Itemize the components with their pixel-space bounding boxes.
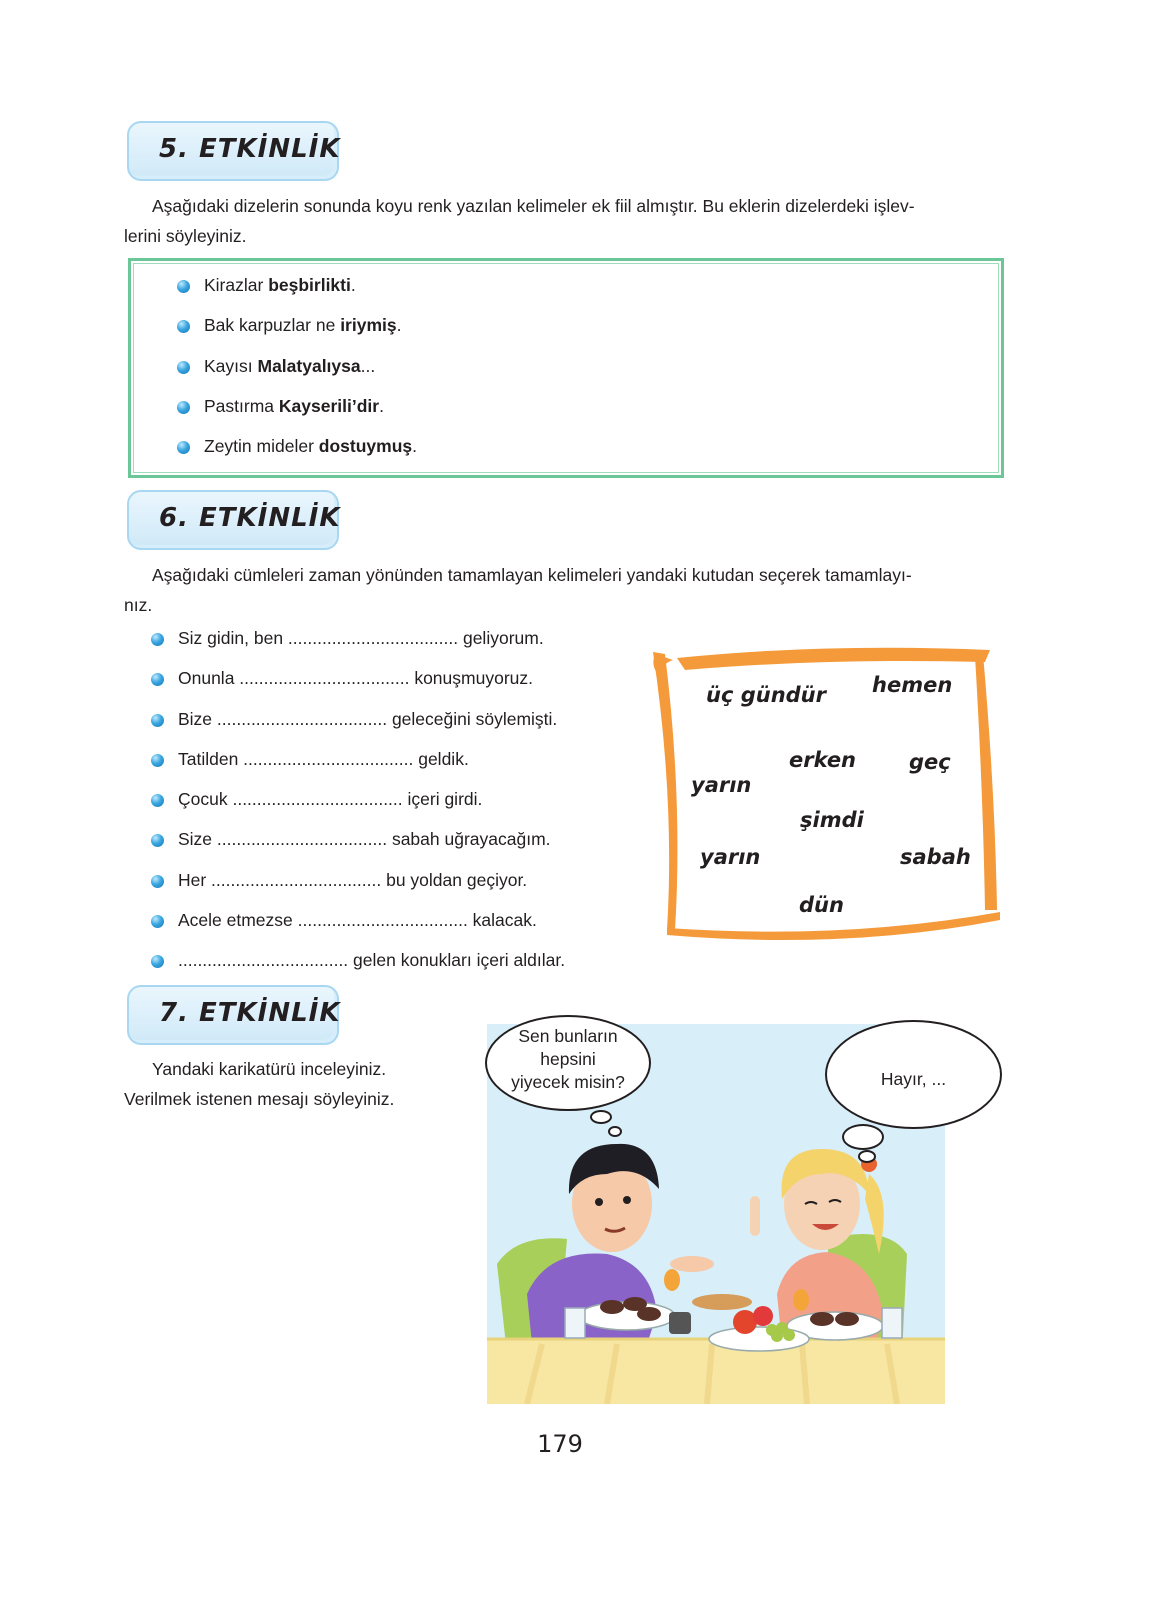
bullet-icon [177,280,190,293]
bullet-icon [177,320,190,333]
bullet-icon [151,794,164,807]
bullet-icon [177,361,190,374]
word-option: yarın [700,845,761,869]
activity-7-instruction [124,1054,454,1114]
speech-bubble-right-text: Hayır, ... [880,1069,947,1089]
sentence-line: Siz gidin, ben ................................... geliyorum. [178,628,544,648]
word-option: şimdi [800,808,864,832]
activity-5-instruction-line2: lerini söyleyiniz. [124,226,247,246]
activity-5-title: 5. ETKİNLİK [159,134,341,164]
bullet-icon [151,673,164,686]
word-option: sabah [900,845,971,869]
bullet-icon [151,875,164,888]
poem-line-bold: beşbirlikti [268,275,351,295]
poem-line-bold: Malatyalıysa [257,356,361,376]
activity-6-instruction-line2: nız. [124,595,153,615]
poem-line [204,356,375,377]
poem-line [204,275,356,296]
word-option: erken [789,748,857,772]
activity-5-heading [127,121,339,181]
word-option: yarın [691,773,752,797]
poem-line-end: . [396,315,402,335]
word-option: geç [909,750,951,774]
activity-5-instruction [124,191,1004,251]
sentence-line: Çocuk ................................... içeri girdi. [178,789,483,809]
poem-line-text: Bak karpuzlar ne [204,315,341,335]
activity-6-title: 6. ETKİNLİK [159,503,341,533]
bullet-icon [151,955,164,968]
poem-line-text: Kirazlar [204,275,269,295]
sentence-line: Tatilden ................................... geldik. [178,749,469,769]
activity-6-instruction-line1: Aşağıdaki cümleleri zaman yönünden tamamlayan kelimeleri yandaki kutudan seçerek tamamlayı- [152,565,912,585]
bubble-line: Sen bunların [518,1026,618,1046]
poem-line-bold: dostuymuş [318,436,413,456]
sentence-line: Onunla ................................... konuşmuyoruz. [178,668,533,688]
activity-6-heading [127,490,339,550]
poem-line [204,315,402,336]
bubble-tail [858,1150,876,1163]
poem-line-end: . [412,436,417,456]
poem-line-end: . [350,275,356,295]
poem-line-bold: iriymiş [340,315,397,335]
activity-7-title: 7. ETKİNLİK [159,998,341,1028]
sentence-line: ................................... gelen konukları içeri aldılar. [178,950,566,970]
poem-line-bold: Kayserili’dir [278,396,380,416]
activity-6-instruction [124,560,1004,620]
activity-7-heading [127,985,339,1045]
speech-bubble-left-text [485,1025,651,1094]
bullet-icon [151,915,164,928]
bubble-line: yiyecek misin? [511,1072,625,1092]
word-option: üç gündür [706,683,826,707]
bullet-icon [151,834,164,847]
poem-line-text: Zeytin mideler [204,436,319,456]
bubble-tail [842,1124,884,1150]
bullet-icon [151,754,164,767]
poem-line-text: Kayısı [204,356,258,376]
page-number: 179 [537,1430,583,1458]
sentence-line: Acele etmezse ................................... kalacak. [178,910,537,930]
bubble-tail [590,1110,612,1124]
sentence-line: Her ................................... bu yoldan geçiyor. [178,870,528,890]
sentence-line: Size ................................... sabah uğrayacağım. [178,829,551,849]
activity-7-instruction-line2: Verilmek istenen mesajı söyleyiniz. [124,1089,395,1109]
word-option: dün [799,893,844,917]
bubble-line: hepsini [540,1049,596,1069]
word-option: hemen [872,673,953,697]
poem-line-text: Pastırma [204,396,279,416]
activity-7-instruction-line1: Yandaki karikatürü inceleyiniz. [152,1059,387,1079]
poem-line [204,436,417,457]
bullet-icon [151,714,164,727]
poem-line [204,396,384,417]
sentence-line: Bize ................................... geleceğini söylemişti. [178,709,558,729]
poem-line-end: ... [360,356,376,376]
bullet-icon [177,401,190,414]
poem-line-end: . [379,396,384,416]
bubble-tail [608,1126,622,1137]
activity-5-instruction-line1: Aşağıdaki dizelerin sonunda koyu renk yazılan kelimeler ek fiil almıştır. Bu eklerin dizelerdeki işlev- [152,196,915,216]
bullet-icon [151,633,164,646]
bullet-icon [177,441,190,454]
